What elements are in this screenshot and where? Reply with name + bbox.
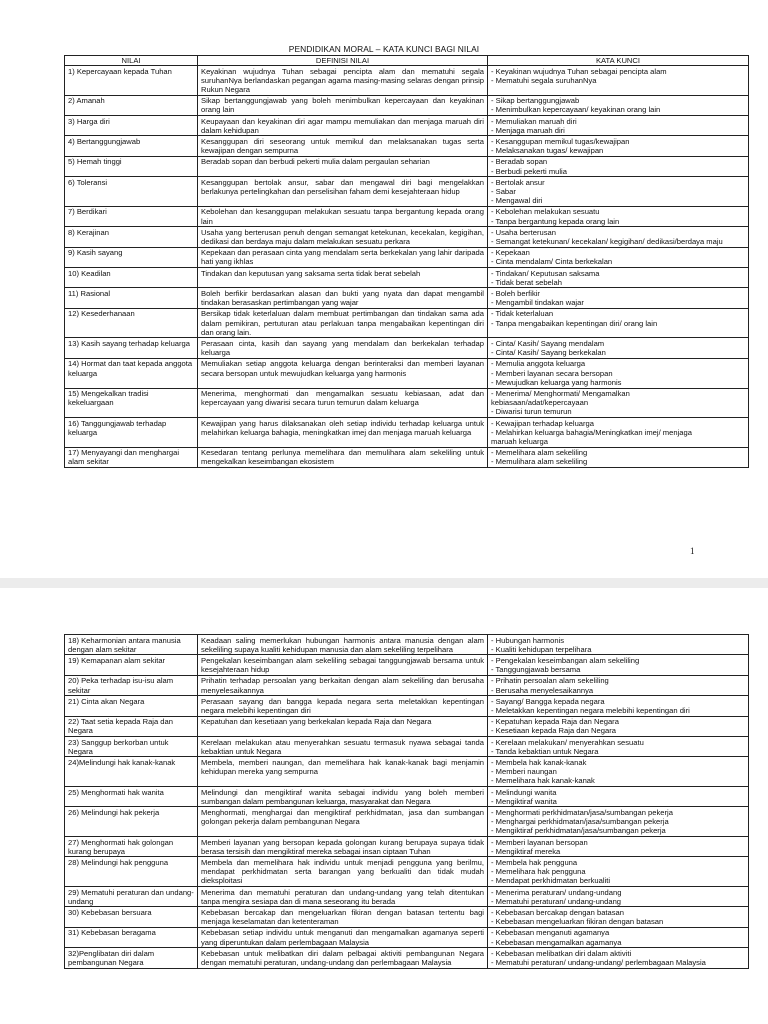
kata-kunci-item: - Keyakinan wujudnya Tuhan sebagai pencipta alam [491, 66, 667, 76]
kata-kunci-item: - Memulihara alam sekeliling [491, 457, 588, 467]
header-definisi-nilai: DEFINISI NILAI [198, 56, 488, 66]
kata-kunci-cell [488, 948, 749, 968]
table-row [65, 757, 749, 787]
definisi-cell: Kewajipan yang harus dilaksanakan oleh setiap individu terhadap keluarga untuk melahirkan keluarga bahagia, meningkatkan imej dan menjaga maruah keluarga [198, 418, 488, 448]
table-row [65, 388, 749, 418]
table-row [65, 136, 749, 156]
kata-kunci-item: - Kerelaan melakukan/ menyerahkan sesuatu [491, 737, 644, 747]
kata-kunci-item: - Prihatin persoalan alam sekeliling [491, 676, 609, 686]
kata-kunci-cell [488, 268, 749, 288]
nilai-cell: 11) Rasional [65, 288, 198, 308]
kata-kunci-item: - Kualiti kehidupan terpelihara [491, 644, 592, 654]
kata-kunci-item: - Diwarisi turun temurun [491, 407, 572, 417]
definisi-cell: Keadaan saling memerlukan hubungan harmonis antara manusia dengan alam sekeliling supaya kualiti kehidupan manusia dan alam sekeliling terpelihara [198, 635, 488, 655]
kata-kunci-item: - Meletakkan kepentingan negara melebihi kepentingan diri [491, 705, 690, 715]
kata-kunci-cell [488, 737, 749, 757]
definisi-cell: Usaha yang berterusan penuh dengan semangat ketekunan, kecekalan, kegigihan, dedikasi dan berdaya maju dalam melakukan sesuatu perkara [198, 227, 488, 247]
kata-kunci-cell [488, 308, 749, 338]
kata-kunci-cell [488, 177, 749, 207]
kata-kunci-item: - Mendapat perkhidmatan berkualiti [491, 876, 611, 886]
kata-kunci-item: - Mengiktiraf perkhidmatan/jasa/sumbangan pekerja [491, 826, 666, 836]
nilai-cell: 22) Taat setia kepada Raja dan Negara [65, 716, 198, 736]
kata-kunci-item: - Kebebasan mengamalkan agamanya [491, 937, 622, 947]
kata-kunci-item: - Kebolehan melakukan sesuatu [491, 207, 600, 217]
kata-kunci-item: - Semangat ketekunan/ kecekalan/ kegigihan/ dedikasi/berdaya maju [491, 236, 723, 246]
table-row [65, 907, 749, 927]
kata-kunci-cell [488, 807, 749, 837]
kata-kunci-item: - Mengiktiraf mereka [491, 846, 561, 856]
definisi-cell: Melindungi dan mengiktiraf wanita sebagai individu yang boleh memberi sumbangan dalam pembangunan keluarga, masyarakat dan Negara [198, 787, 488, 807]
kata-kunci-item: - Cinta/ Kasih/ Sayang mendalam [491, 338, 605, 348]
kata-kunci-item: - Melaksanakan tugas/ kewajipan [491, 146, 604, 156]
kata-kunci-item: - Mewujudkan keluarga yang harmonis [491, 377, 622, 387]
kata-kunci-item: - Memberi naungan [491, 767, 557, 777]
kata-kunci-item: - Menerima peraturan/ undang-undang [491, 887, 622, 897]
table-row [65, 358, 749, 388]
kata-kunci-cell [488, 675, 749, 695]
nilai-cell: 21) Cinta akan Negara [65, 696, 198, 716]
kata-kunci-cell [488, 95, 749, 115]
kata-kunci-item: - Pengekalan keseimbangan alam sekeliling [491, 655, 640, 665]
kata-kunci-item: - Memberi layanan secara bersopan [491, 368, 613, 378]
nilai-cell: 16) Tanggungjawab terhadap keluarga [65, 418, 198, 448]
kata-kunci-item: - Hubungan harmonis [491, 635, 565, 645]
kata-kunci-item: - Mengiktiraf wanita [491, 796, 557, 806]
definisi-cell: Tindakan dan keputusan yang saksama serta tidak berat sebelah [198, 268, 488, 288]
kata-kunci-item: - Tanpa mengabaikan kepentingan diri/ orang lain [491, 318, 658, 328]
kata-kunci-cell [488, 206, 749, 226]
table-body-page-2 [65, 635, 749, 969]
kata-kunci-cell [488, 136, 749, 156]
kata-kunci-cell [488, 757, 749, 787]
page-number: 1 [690, 546, 695, 556]
kata-kunci-cell [488, 288, 749, 308]
definisi-cell: Membela dan memelihara hak individu untuk menjadi pengguna yang berilmu, mendapat perkhidmatan serta barangan yang berkualiti dan tidak mudah dieksploitasi [198, 857, 488, 887]
kata-kunci-item: - Kebebasan bercakap dengan batasan [491, 907, 624, 917]
kata-kunci-item: - Kebebasan melibatkan diri dalam aktiviti [491, 948, 632, 958]
definisi-cell: Keyakinan wujudnya Tuhan sebagai pencipta alam dan mematuhi segala suruhanNya berlandaskan pegangan agama masing-masing selaras dengan prinsip Rukun Negara [198, 66, 488, 96]
kata-kunci-item: - Mengambil tindakan wajar [491, 298, 584, 308]
nilai-cell: 26) Melindungi hak pekerja [65, 807, 198, 837]
table-row [65, 247, 749, 267]
kata-kunci-item: - Memelihara hak kanak-kanak [491, 776, 595, 786]
table-row [65, 268, 749, 288]
table-row [65, 716, 749, 736]
document-title: PENDIDIKAN MORAL – KATA KUNCI BAGI NILAI [288, 44, 480, 54]
kata-kunci-item: - Mematuhi peraturan/ undang-undang [491, 896, 622, 906]
nilai-cell: 9) Kasih sayang [65, 247, 198, 267]
kata-kunci-item: - Memulia anggota keluarga [491, 359, 586, 369]
header-nilai: NILAI [65, 56, 198, 66]
definisi-cell: Prihatin terhadap persoalan yang berkaitan dengan alam sekeliling dan berusaha menyelesaikannya [198, 675, 488, 695]
definisi-cell: Memuliakan setiap anggota keluarga dengan berinteraksi dan memberi layanan secara bersopan untuk mewujudkan keluarga yang harmonis [198, 358, 488, 388]
kata-kunci-item: - Menerima/ Menghormati/ Mengamalkan [491, 389, 630, 398]
kata-kunci-cell [488, 927, 749, 947]
nilai-cell: 13) Kasih sayang terhadap keluarga [65, 338, 198, 358]
nilai-cell: 32)Penglibatan diri dalam pembangunan Negara [65, 948, 198, 968]
table-row [65, 288, 749, 308]
table-row [65, 696, 749, 716]
table-header-row [65, 56, 749, 66]
kata-kunci-cell [488, 66, 749, 96]
definisi-cell: Menghormati, menghargai dan mengiktiraf perkhidmatan, jasa dan sumbangan golongan pekerja dalam pembangunan Negara [198, 807, 488, 837]
kata-kunci-item: - Kewajipan terhadap keluarga [491, 418, 595, 428]
kata-kunci-item: - Usaha berterusan [491, 227, 557, 237]
nilai-cell: 18) Keharmonian antara manusia dengan alam sekitar [65, 635, 198, 655]
definisi-cell: Pengekalan keseimbangan alam sekeliling sebagai tanggungjawab bersama untuk kesejahteraan hidup [198, 655, 488, 675]
definisi-cell: Kesanggupan bertolak ansur, sabar dan mengawal diri bagi mengelakkan berlakunya pertelingkahan dan perselisihan faham demi kesejahteraan hidup [198, 177, 488, 207]
kata-kunci-item: - Tanggungjawab bersama [491, 665, 581, 675]
kata-kunci-item: - Sabar [491, 186, 516, 196]
values-table-page-2 [64, 634, 749, 969]
kata-kunci-item: - Boleh berfikir [491, 288, 540, 298]
kata-kunci-item: - Tanda kebaktian untuk Negara [491, 746, 599, 756]
table-row [65, 156, 749, 176]
nilai-cell: 28) Melindungi hak pengguna [65, 857, 198, 887]
values-table-page-1 [64, 55, 749, 468]
table-row [65, 206, 749, 226]
definisi-cell: Kesedaran tentang perlunya memelihara dan memulihara alam sekeliling untuk mengekalkan keseimbangan ekosistem [198, 447, 488, 467]
kata-kunci-cell [488, 358, 749, 388]
kata-kunci-item: - Melahirkan keluarga bahagia/Meningkatkan imej/ menjaga [491, 427, 692, 437]
kata-kunci-item: - Mematuhi segala suruhanNya [491, 75, 597, 85]
kata-kunci-item: - Sikap bertanggungjawab [491, 96, 580, 106]
nilai-cell: 23) Sanggup berkorban untuk Negara [65, 737, 198, 757]
nilai-cell: 14) Hormat dan taat kepada anggota keluarga [65, 358, 198, 388]
nilai-cell: 10) Keadilan [65, 268, 198, 288]
kata-kunci-cell [488, 156, 749, 176]
nilai-cell: 19) Kemapanan alam sekitar [65, 655, 198, 675]
kata-kunci-cell [488, 655, 749, 675]
nilai-cell: 15) Mengekalkan tradisi kekeluargaan [65, 388, 198, 418]
definisi-cell: Keupayaan dan keyakinan diri agar mampu memuliakan dan menjaga maruah diri dalam kehidupan [198, 116, 488, 136]
nilai-cell: 27) Menghormati hak golongan kurang berupaya [65, 837, 198, 857]
kata-kunci-cell [488, 837, 749, 857]
definisi-cell: Kebolehan dan kesanggupan melakukan sesuatu tanpa bergantung kepada orang lain [198, 206, 488, 226]
kata-kunci-cell [488, 418, 749, 448]
definisi-cell: Membela, memberi naungan, dan memelihara hak kanak-kanak bagi menjamin kehidupan mereka yang sempurna [198, 757, 488, 787]
definisi-cell: Memberi layanan yang bersopan kepada golongan kurang berupaya supaya tidak berasa tersisih dan mengiktiraf mereka sebagai insan ciptaan Tuhan [198, 837, 488, 857]
kata-kunci-item: - Bertolak ansur [491, 177, 545, 187]
kata-kunci-cell [488, 388, 749, 418]
kata-kunci-item: - Mematuhi peraturan/ undang-undang/ perlembagaan Malaysia [491, 958, 706, 967]
table-row [65, 635, 749, 655]
kata-kunci-cell [488, 887, 749, 907]
table-row [65, 857, 749, 887]
nilai-cell: 2) Amanah [65, 95, 198, 115]
kata-kunci-item: - Kesetiaan kepada Raja dan Negara [491, 726, 616, 736]
kata-kunci-cell [488, 787, 749, 807]
kata-kunci-item: - Cinta mendalam/ Cinta berkekalan [491, 257, 613, 267]
kata-kunci-cell [488, 696, 749, 716]
kata-kunci-item: - Memelihara hak pengguna [491, 867, 586, 877]
definisi-cell: Kebebasan bercakap dan mengeluarkan fikiran dengan batasan tertentu bagi menjaga keselamatan dan ketenteraman [198, 907, 488, 927]
definisi-cell: Boleh berfikir berdasarkan alasan dan bukti yang nyata dan dapat mengambil tindakan berasaskan pertimbangan yang wajar [198, 288, 488, 308]
table-row [65, 116, 749, 136]
kata-kunci-item: - Sayang/ Bangga kepada negara [491, 696, 605, 706]
definisi-cell: Kepekaan dan perasaan cinta yang mendalam serta berkekalan yang lahir daripada hati yang ikhlas [198, 247, 488, 267]
definisi-cell: Kebebasan setiap individu untuk menganuti dan mengamalkan agamanya seperti yang diperuntukan dalam perlembagaan Malaysia [198, 927, 488, 947]
nilai-cell: 7) Berdikari [65, 206, 198, 226]
kata-kunci-item: - Menjaga maruah diri [491, 125, 565, 135]
kata-kunci-cell [488, 338, 749, 358]
kata-kunci-item: - Melindungi wanita [491, 787, 557, 797]
definisi-cell: Menerima dan mematuhi peraturan dan undang-undang yang telah ditentukan tanpa mengira sesiapa dan di mana seseorang itu berada [198, 887, 488, 907]
nilai-cell: 1) Kepercayaan kepada Tuhan [65, 66, 198, 96]
header-kata-kunci: KATA KUNCI [488, 56, 749, 66]
kata-kunci-cell [488, 857, 749, 887]
kata-kunci-item: - Kesanggupan memikul tugas/kewajipan [491, 136, 630, 146]
kata-kunci-cell [488, 116, 749, 136]
definisi-cell: Perasaan cinta, kasih dan sayang yang mendalam dan berkekalan terhadap keluarga [198, 338, 488, 358]
definisi-cell: Beradab sopan dan berbudi pekerti mulia dalam pergaulan seharian [198, 156, 488, 176]
nilai-cell: 8) Kerajinan [65, 227, 198, 247]
table-row [65, 887, 749, 907]
kata-kunci-item: - Menghargai perkhidmatan/jasa/sumbangan pekerja [491, 817, 669, 827]
kata-kunci-cell [488, 227, 749, 247]
definisi-cell: Menerima, menghormati dan mengamalkan sesuatu kebiasaan, adat dan kepercayaan yang diwarisi secara turun temurun dalam keluarga [198, 388, 488, 418]
nilai-cell: 24)Melindungi hak kanak-kanak [65, 757, 198, 787]
nilai-cell: 17) Menyayangi dan menghargai alam sekitar [65, 447, 198, 467]
kata-kunci-item: kebiasaan/adat/kepercayaan [491, 398, 589, 408]
definisi-cell: Kerelaan melakukan atau menyerahkan sesuatu termasuk nyawa sebagai tanda kebaktian untuk Negara [198, 737, 488, 757]
table-row [65, 338, 749, 358]
kata-kunci-item: - Mengawal diri [491, 196, 543, 206]
kata-kunci-item: - Kepatuhan kepada Raja dan Negara [491, 717, 619, 727]
table-row [65, 66, 749, 96]
table-row [65, 927, 749, 947]
nilai-cell: 20) Peka terhadap isu-isu alam sekitar [65, 675, 198, 695]
definisi-cell: Bersikap tidak keterlaluan dalam membuat pertimbangan dan tindakan sama ada dalam pemikiran, pertuturan atau perlakuan tanpa mengabaikan kepentingan diri dan orang lain. [198, 308, 488, 338]
kata-kunci-cell [488, 907, 749, 927]
nilai-cell: 12) Kesederhanaan [65, 308, 198, 338]
table-row [65, 807, 749, 837]
table-row [65, 787, 749, 807]
table-row [65, 837, 749, 857]
definisi-cell: Kesanggupan diri seseorang untuk memikul dan melaksanakan tugas serta kewajipan dengan sempurna [198, 136, 488, 156]
table-row [65, 675, 749, 695]
kata-kunci-item: - Kebebasan menganuti agamanya [491, 928, 610, 938]
table-row [65, 95, 749, 115]
table-row [65, 655, 749, 675]
kata-kunci-cell [488, 247, 749, 267]
kata-kunci-item: - Berusaha menyelesaikannya [491, 685, 594, 695]
definisi-cell: Sikap bertanggungjawab yang boleh menimbulkan kepercayaan dan keyakinan orang lain [198, 95, 488, 115]
kata-kunci-cell [488, 635, 749, 655]
kata-kunci-item: - Menimbulkan kepercayaan/ keyakinan orang lain [491, 105, 661, 115]
table-row [65, 177, 749, 207]
kata-kunci-item: - Tanpa bergantung kepada orang lain [491, 216, 620, 226]
kata-kunci-item: - Tindakan/ Keputusan saksama [491, 268, 600, 278]
table-row [65, 227, 749, 247]
nilai-cell: 29) Mematuhi peraturan dan undang-undang [65, 887, 198, 907]
kata-kunci-item: - Menghormati perkhidmatan/jasa/sumbangan pekerja [491, 807, 673, 817]
kata-kunci-item: - Beradab sopan [491, 157, 548, 167]
kata-kunci-item: - Kepekaan [491, 248, 530, 258]
table-row [65, 948, 749, 968]
nilai-cell: 5) Hemah tinggi [65, 156, 198, 176]
kata-kunci-item: - Memuliakan maruah diri [491, 116, 577, 126]
nilai-cell: 4) Bertanggungjawab [65, 136, 198, 156]
kata-kunci-item: - Membela hak pengguna [491, 857, 578, 867]
table-row [65, 418, 749, 448]
kata-kunci-item: - Tidak berat sebelah [491, 277, 562, 287]
nilai-cell: 30) Kebebasan bersuara [65, 907, 198, 927]
kata-kunci-cell [488, 447, 749, 467]
table-body-page-1 [65, 66, 749, 468]
definisi-cell: Kebebasan untuk melibatkan diri dalam pelbagai aktiviti pembangunan Negara dengan mematuhi peraturan, undang-undang dan perlembagaan Malaysia [198, 948, 488, 968]
kata-kunci-cell [488, 716, 749, 736]
nilai-cell: 25) Menghormati hak wanita [65, 787, 198, 807]
document-page-2 [0, 588, 768, 1024]
kata-kunci-item: maruah keluarga [491, 437, 548, 447]
table-row [65, 737, 749, 757]
kata-kunci-item: - Tidak keterlaluan [491, 309, 554, 319]
kata-kunci-item: - Cinta/ Kasih/ Sayang berkekalan [491, 348, 606, 358]
kata-kunci-item: - Berbudi pekerti mulia [491, 166, 567, 176]
nilai-cell: 3) Harga diri [65, 116, 198, 136]
nilai-cell: 31) Kebebasan beragama [65, 927, 198, 947]
definisi-cell: Perasaan sayang dan bangga kepada negara serta meletakkan kepentingan negara melebihi kepentingan diri [198, 696, 488, 716]
nilai-cell: 6) Toleransi [65, 177, 198, 207]
definisi-cell: Kepatuhan dan kesetiaan yang berkekalan kepada Raja dan Negara [198, 716, 488, 736]
kata-kunci-item: - Kebebasan mengeluarkan fikiran dengan batasan [491, 917, 664, 927]
table-row [65, 308, 749, 338]
kata-kunci-item: - Memelihara alam sekeliling [491, 448, 588, 458]
table-row [65, 447, 749, 467]
kata-kunci-item: - Membela hak kanak-kanak [491, 757, 587, 767]
kata-kunci-item: - Memberi layanan bersopan [491, 837, 588, 847]
